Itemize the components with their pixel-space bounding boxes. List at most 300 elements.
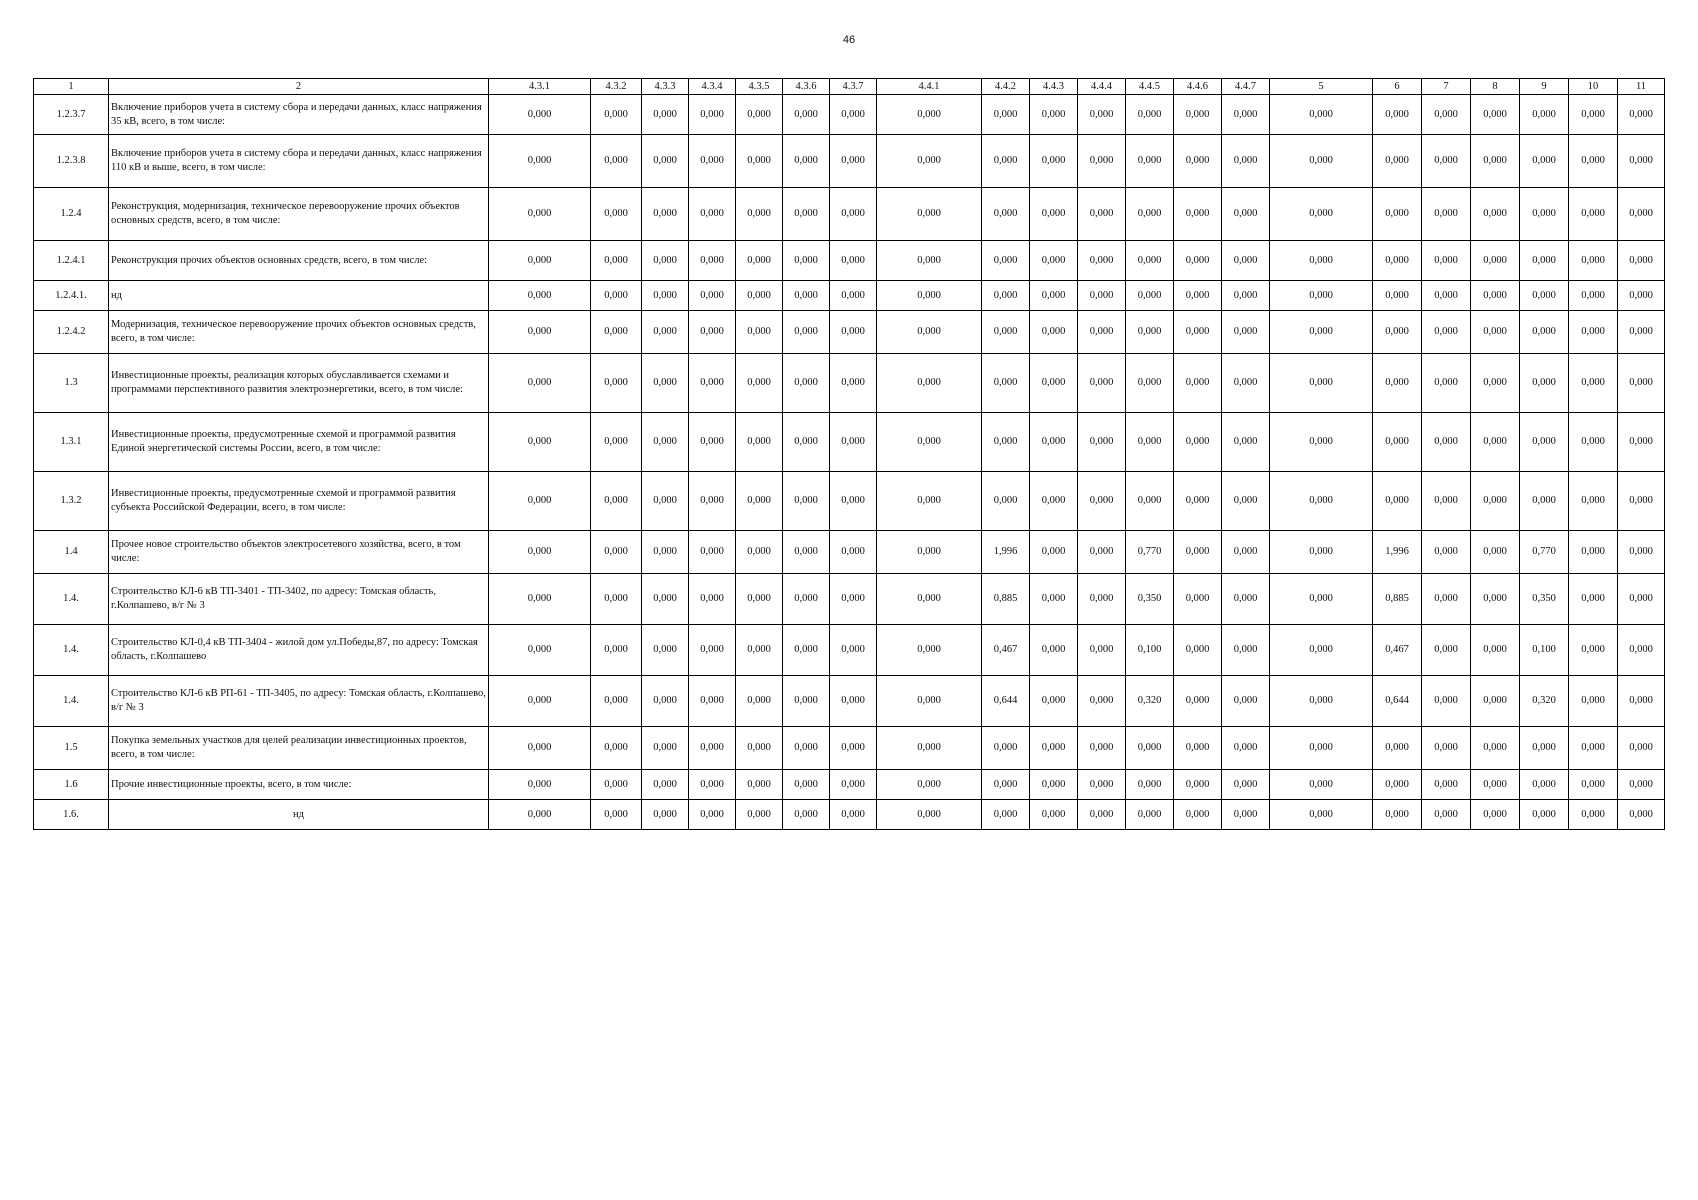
value-cell: 0,000 xyxy=(982,311,1030,354)
row-name: Инвестиционные проекты, предусмотренные схемой и программой развития Единой энергетической системы России, всего, в том числе: xyxy=(109,413,489,472)
value-cell: 0,000 xyxy=(642,311,689,354)
value-cell: 0,000 xyxy=(1270,311,1373,354)
value-cell: 0,000 xyxy=(1471,413,1520,472)
value-cell: 0,000 xyxy=(1520,241,1569,281)
value-cell: 0,000 xyxy=(642,676,689,727)
value-cell: 0,000 xyxy=(736,770,783,800)
value-cell: 0,000 xyxy=(1373,95,1422,135)
value-cell: 0,000 xyxy=(1270,472,1373,531)
value-cell: 0,000 xyxy=(1174,281,1222,311)
value-cell: 0,000 xyxy=(1422,727,1471,770)
value-cell: 0,000 xyxy=(783,727,830,770)
value-cell: 0,000 xyxy=(489,281,591,311)
value-cell: 0,000 xyxy=(489,770,591,800)
value-cell: 0,000 xyxy=(1174,241,1222,281)
value-cell: 0,000 xyxy=(1569,676,1618,727)
value-cell: 0,000 xyxy=(830,95,877,135)
value-cell: 0,000 xyxy=(830,188,877,241)
table-row xyxy=(34,625,1665,676)
value-cell: 0,000 xyxy=(1030,311,1078,354)
value-cell: 0,320 xyxy=(1520,676,1569,727)
value-cell: 0,000 xyxy=(982,281,1030,311)
value-cell: 0,000 xyxy=(783,770,830,800)
value-cell: 0,000 xyxy=(1618,241,1665,281)
value-cell: 0,000 xyxy=(642,625,689,676)
header-row xyxy=(34,79,1665,95)
header-cell: 4.3.2 xyxy=(591,79,642,95)
value-cell: 0,000 xyxy=(642,770,689,800)
value-cell: 0,000 xyxy=(591,770,642,800)
value-cell: 0,000 xyxy=(1270,676,1373,727)
value-cell: 0,000 xyxy=(689,281,736,311)
header-cell: 4.4.3 xyxy=(1030,79,1078,95)
row-name: Инвестиционные проекты, реализация которых обуславливается схемами и программами перспективного развития электроэнергетики, всего, в том числе: xyxy=(109,354,489,413)
value-cell: 0,000 xyxy=(1471,241,1520,281)
value-cell: 0,000 xyxy=(783,188,830,241)
value-cell: 0,000 xyxy=(489,531,591,574)
table-row xyxy=(34,531,1665,574)
value-cell: 0,000 xyxy=(1222,676,1270,727)
value-cell: 0,000 xyxy=(642,135,689,188)
value-cell: 0,000 xyxy=(830,472,877,531)
value-cell: 0,000 xyxy=(1520,800,1569,830)
value-cell: 0,000 xyxy=(689,574,736,625)
value-cell: 0,000 xyxy=(689,188,736,241)
value-cell: 0,000 xyxy=(1078,727,1126,770)
value-cell: 0,000 xyxy=(783,531,830,574)
value-cell: 0,000 xyxy=(1520,95,1569,135)
value-cell: 0,000 xyxy=(1471,281,1520,311)
row-name: Реконструкция, модернизация, техническое перевооружение прочих объектов основных средств, всего, в том числе: xyxy=(109,188,489,241)
value-cell: 0,000 xyxy=(1569,311,1618,354)
value-cell: 0,644 xyxy=(1373,676,1422,727)
value-cell: 0,000 xyxy=(1270,281,1373,311)
value-cell: 0,000 xyxy=(1174,413,1222,472)
value-cell: 0,000 xyxy=(489,625,591,676)
value-cell: 0,000 xyxy=(736,241,783,281)
value-cell: 0,000 xyxy=(1126,800,1174,830)
value-cell: 0,000 xyxy=(591,241,642,281)
value-cell: 0,000 xyxy=(591,800,642,830)
value-cell: 0,000 xyxy=(1270,727,1373,770)
value-cell: 0,000 xyxy=(1422,188,1471,241)
value-cell: 0,644 xyxy=(982,676,1030,727)
value-cell: 0,000 xyxy=(1126,354,1174,413)
value-cell: 0,000 xyxy=(689,770,736,800)
value-cell: 0,000 xyxy=(830,574,877,625)
value-cell: 0,000 xyxy=(783,413,830,472)
value-cell: 0,000 xyxy=(830,311,877,354)
row-code: 1.6. xyxy=(34,800,109,830)
row-code: 1.4 xyxy=(34,531,109,574)
value-cell: 0,000 xyxy=(1270,574,1373,625)
value-cell: 0,000 xyxy=(982,472,1030,531)
value-cell: 0,000 xyxy=(1422,800,1471,830)
value-cell: 0,000 xyxy=(1618,727,1665,770)
row-name: Включение приборов учета в систему сбора и передачи данных, класс напряжения 110 кВ и выше, всего, в том числе: xyxy=(109,135,489,188)
header-cell: 8 xyxy=(1471,79,1520,95)
value-cell: 0,000 xyxy=(591,413,642,472)
header-cell: 4.4.7 xyxy=(1222,79,1270,95)
value-cell: 0,320 xyxy=(1126,676,1174,727)
row-code: 1.4. xyxy=(34,676,109,727)
value-cell: 0,000 xyxy=(1471,625,1520,676)
value-cell: 0,000 xyxy=(1422,676,1471,727)
value-cell: 0,000 xyxy=(689,625,736,676)
value-cell: 0,000 xyxy=(736,135,783,188)
value-cell: 0,000 xyxy=(1569,281,1618,311)
value-cell: 0,467 xyxy=(982,625,1030,676)
value-cell: 0,000 xyxy=(1222,135,1270,188)
value-cell: 0,000 xyxy=(1126,241,1174,281)
value-cell: 0,000 xyxy=(1222,95,1270,135)
value-cell: 0,000 xyxy=(736,413,783,472)
value-cell: 0,000 xyxy=(1030,800,1078,830)
value-cell: 0,000 xyxy=(1471,800,1520,830)
value-cell: 0,000 xyxy=(877,574,982,625)
value-cell: 0,000 xyxy=(1174,354,1222,413)
value-cell: 0,000 xyxy=(1030,770,1078,800)
value-cell: 0,000 xyxy=(1174,625,1222,676)
value-cell: 0,000 xyxy=(1422,770,1471,800)
value-cell: 0,000 xyxy=(1618,281,1665,311)
value-cell: 0,000 xyxy=(1471,95,1520,135)
value-cell: 0,000 xyxy=(1030,281,1078,311)
value-cell: 0,000 xyxy=(642,354,689,413)
value-cell: 0,000 xyxy=(689,727,736,770)
value-cell: 0,000 xyxy=(736,625,783,676)
value-cell: 0,000 xyxy=(1471,354,1520,413)
page-number: 46 xyxy=(842,34,856,46)
value-cell: 0,000 xyxy=(982,800,1030,830)
header-cell: 1 xyxy=(34,79,109,95)
row-code: 1.2.4.1. xyxy=(34,281,109,311)
row-name: Инвестиционные проекты, предусмотренные схемой и программой развития субъекта Российской Федерации, всего, в том числе: xyxy=(109,472,489,531)
value-cell: 0,000 xyxy=(1422,625,1471,676)
value-cell: 0,000 xyxy=(736,574,783,625)
value-cell: 0,000 xyxy=(830,281,877,311)
value-cell: 0,000 xyxy=(1270,241,1373,281)
row-code: 1.3.2 xyxy=(34,472,109,531)
value-cell: 0,000 xyxy=(1373,354,1422,413)
value-cell: 0,000 xyxy=(1126,472,1174,531)
table-row xyxy=(34,676,1665,727)
value-cell: 0,000 xyxy=(1618,625,1665,676)
value-cell: 0,000 xyxy=(830,770,877,800)
header-cell: 7 xyxy=(1422,79,1471,95)
value-cell: 0,000 xyxy=(1520,354,1569,413)
row-name: Строительство КЛ-0,4 кВ ТП-3404 - жилой дом ул.Победы,87, по адресу: Томская область, г.Колпашево xyxy=(109,625,489,676)
value-cell: 0,000 xyxy=(877,770,982,800)
value-cell: 0,000 xyxy=(1569,531,1618,574)
value-cell: 0,000 xyxy=(877,354,982,413)
value-cell: 0,000 xyxy=(591,625,642,676)
header-cell: 4.3.6 xyxy=(783,79,830,95)
value-cell: 0,000 xyxy=(1471,311,1520,354)
value-cell: 0,000 xyxy=(1422,281,1471,311)
row-code: 1.4. xyxy=(34,574,109,625)
value-cell: 0,000 xyxy=(1569,135,1618,188)
value-cell: 0,000 xyxy=(1174,727,1222,770)
value-cell: 0,000 xyxy=(1030,727,1078,770)
value-cell: 0,000 xyxy=(783,241,830,281)
value-cell: 0,000 xyxy=(489,135,591,188)
value-cell: 0,000 xyxy=(489,241,591,281)
value-cell: 0,000 xyxy=(642,574,689,625)
value-cell: 0,000 xyxy=(642,281,689,311)
value-cell: 0,000 xyxy=(877,676,982,727)
value-cell: 0,000 xyxy=(1174,188,1222,241)
value-cell: 0,000 xyxy=(1618,676,1665,727)
table-row xyxy=(34,413,1665,472)
row-name: нд xyxy=(109,800,489,830)
value-cell: 0,000 xyxy=(877,800,982,830)
value-cell: 0,000 xyxy=(877,135,982,188)
value-cell: 0,000 xyxy=(1222,354,1270,413)
value-cell: 0,000 xyxy=(591,135,642,188)
value-cell: 0,000 xyxy=(1030,413,1078,472)
row-name: Включение приборов учета в систему сбора и передачи данных, класс напряжения 35 кВ, всего, в том числе: xyxy=(109,95,489,135)
value-cell: 0,000 xyxy=(489,800,591,830)
value-cell: 0,000 xyxy=(1030,95,1078,135)
row-code: 1.5 xyxy=(34,727,109,770)
row-code: 1.2.4.2 xyxy=(34,311,109,354)
value-cell: 0,000 xyxy=(1078,281,1126,311)
value-cell: 0,000 xyxy=(591,472,642,531)
table-row xyxy=(34,95,1665,135)
value-cell: 0,000 xyxy=(1078,574,1126,625)
value-cell: 0,000 xyxy=(1520,413,1569,472)
table-row xyxy=(34,472,1665,531)
row-code: 1.3 xyxy=(34,354,109,413)
value-cell: 0,000 xyxy=(1373,413,1422,472)
value-cell: 0,000 xyxy=(1520,311,1569,354)
value-cell: 0,000 xyxy=(1422,531,1471,574)
value-cell: 0,000 xyxy=(689,676,736,727)
value-cell: 0,000 xyxy=(1471,135,1520,188)
value-cell: 0,000 xyxy=(982,727,1030,770)
value-cell: 0,000 xyxy=(736,531,783,574)
value-cell: 0,000 xyxy=(591,354,642,413)
value-cell: 0,000 xyxy=(783,625,830,676)
value-cell: 0,000 xyxy=(783,800,830,830)
value-cell: 0,000 xyxy=(1222,531,1270,574)
header-cell: 4.4.6 xyxy=(1174,79,1222,95)
header-cell: 4.3.3 xyxy=(642,79,689,95)
value-cell: 0,000 xyxy=(1222,311,1270,354)
value-cell: 0,000 xyxy=(830,676,877,727)
value-cell: 0,000 xyxy=(877,727,982,770)
value-cell: 0,000 xyxy=(1618,531,1665,574)
value-cell: 0,000 xyxy=(1618,188,1665,241)
value-cell: 0,000 xyxy=(1222,574,1270,625)
value-cell: 0,000 xyxy=(783,281,830,311)
value-cell: 0,000 xyxy=(642,727,689,770)
value-cell: 0,000 xyxy=(1126,770,1174,800)
value-cell: 0,000 xyxy=(1174,135,1222,188)
header-cell: 4.3.1 xyxy=(489,79,591,95)
value-cell: 0,000 xyxy=(1422,95,1471,135)
value-cell: 0,000 xyxy=(1078,188,1126,241)
row-name: Строительство КЛ-6 кВ РП-61 - ТП-3405, по адресу: Томская область, г.Колпашево, в/г № 3 xyxy=(109,676,489,727)
value-cell: 0,000 xyxy=(1520,135,1569,188)
value-cell: 0,000 xyxy=(783,354,830,413)
value-cell: 0,000 xyxy=(1222,625,1270,676)
value-cell: 0,000 xyxy=(1270,800,1373,830)
value-cell: 0,000 xyxy=(591,95,642,135)
value-cell: 0,000 xyxy=(1270,188,1373,241)
value-cell: 0,000 xyxy=(982,354,1030,413)
value-cell: 0,000 xyxy=(1373,281,1422,311)
table-row xyxy=(34,770,1665,800)
header-cell: 5 xyxy=(1270,79,1373,95)
value-cell: 0,000 xyxy=(642,472,689,531)
value-cell: 0,000 xyxy=(830,413,877,472)
value-cell: 0,000 xyxy=(783,135,830,188)
value-cell: 0,000 xyxy=(689,135,736,188)
value-cell: 0,000 xyxy=(1078,311,1126,354)
table-body xyxy=(34,95,1665,830)
value-cell: 0,000 xyxy=(489,311,591,354)
value-cell: 0,000 xyxy=(877,241,982,281)
value-cell: 0,000 xyxy=(1471,676,1520,727)
value-cell: 0,000 xyxy=(1174,95,1222,135)
value-cell: 0,000 xyxy=(1569,770,1618,800)
value-cell: 0,000 xyxy=(1618,311,1665,354)
value-cell: 0,000 xyxy=(783,95,830,135)
value-cell: 0,000 xyxy=(489,574,591,625)
value-cell: 0,000 xyxy=(1569,241,1618,281)
value-cell: 0,000 xyxy=(1422,241,1471,281)
row-name: Прочие инвестиционные проекты, всего, в том числе: xyxy=(109,770,489,800)
header-cell: 10 xyxy=(1569,79,1618,95)
value-cell: 0,000 xyxy=(1030,574,1078,625)
value-cell: 0,000 xyxy=(642,800,689,830)
value-cell: 0,000 xyxy=(1078,472,1126,531)
value-cell: 0,000 xyxy=(1270,354,1373,413)
value-cell: 0,000 xyxy=(689,354,736,413)
value-cell: 0,000 xyxy=(830,625,877,676)
value-cell: 0,000 xyxy=(877,95,982,135)
row-name: Прочее новое строительство объектов электросетевого хозяйства, всего, в том числе: xyxy=(109,531,489,574)
value-cell: 0,000 xyxy=(1030,241,1078,281)
value-cell: 0,000 xyxy=(591,727,642,770)
value-cell: 0,000 xyxy=(591,531,642,574)
value-cell: 0,000 xyxy=(489,676,591,727)
value-cell: 0,000 xyxy=(1078,625,1126,676)
value-cell: 0,000 xyxy=(591,311,642,354)
row-name: Покупка земельных участков для целей реализации инвестиционных проектов, всего, в том числе: xyxy=(109,727,489,770)
value-cell: 0,000 xyxy=(1174,531,1222,574)
value-cell: 0,000 xyxy=(1270,625,1373,676)
table-row xyxy=(34,354,1665,413)
table-row xyxy=(34,574,1665,625)
value-cell: 0,000 xyxy=(1471,531,1520,574)
table-row xyxy=(34,311,1665,354)
value-cell: 0,000 xyxy=(1030,472,1078,531)
header-cell: 4.4.4 xyxy=(1078,79,1126,95)
value-cell: 0,000 xyxy=(1618,413,1665,472)
value-cell: 0,000 xyxy=(1520,472,1569,531)
value-cell: 0,350 xyxy=(1520,574,1569,625)
value-cell: 0,000 xyxy=(1373,311,1422,354)
header-cell: 4.4.5 xyxy=(1126,79,1174,95)
value-cell: 0,000 xyxy=(689,95,736,135)
value-cell: 0,000 xyxy=(1618,472,1665,531)
value-cell: 0,000 xyxy=(783,472,830,531)
investment-program-table xyxy=(33,78,1665,830)
header-cell: 4.4.2 xyxy=(982,79,1030,95)
value-cell: 0,000 xyxy=(830,531,877,574)
header-cell: 4.3.4 xyxy=(689,79,736,95)
value-cell: 0,000 xyxy=(1222,188,1270,241)
value-cell: 0,000 xyxy=(1373,800,1422,830)
table-row xyxy=(34,727,1665,770)
value-cell: 0,000 xyxy=(783,311,830,354)
value-cell: 0,000 xyxy=(783,676,830,727)
value-cell: 0,000 xyxy=(1520,727,1569,770)
value-cell: 0,000 xyxy=(736,95,783,135)
value-cell: 0,000 xyxy=(736,281,783,311)
value-cell: 0,000 xyxy=(1078,241,1126,281)
value-cell: 0,000 xyxy=(783,574,830,625)
value-cell: 0,350 xyxy=(1126,574,1174,625)
value-cell: 0,000 xyxy=(591,281,642,311)
value-cell: 0,000 xyxy=(1471,727,1520,770)
value-cell: 0,000 xyxy=(1373,188,1422,241)
header-cell: 4.4.1 xyxy=(877,79,982,95)
value-cell: 0,000 xyxy=(1618,800,1665,830)
value-cell: 0,000 xyxy=(1569,413,1618,472)
value-cell: 0,000 xyxy=(591,676,642,727)
value-cell: 0,000 xyxy=(689,311,736,354)
value-cell: 0,000 xyxy=(1569,472,1618,531)
value-cell: 0,000 xyxy=(736,472,783,531)
row-name: Модернизация, техническое перевооружение прочих объектов основных средств, всего, в том числе: xyxy=(109,311,489,354)
value-cell: 0,000 xyxy=(1569,625,1618,676)
value-cell: 0,467 xyxy=(1373,625,1422,676)
value-cell: 0,000 xyxy=(1618,574,1665,625)
value-cell: 0,000 xyxy=(642,413,689,472)
value-cell: 0,000 xyxy=(1126,281,1174,311)
value-cell: 0,000 xyxy=(736,354,783,413)
value-cell: 0,000 xyxy=(1569,800,1618,830)
value-cell: 0,000 xyxy=(736,800,783,830)
value-cell: 0,000 xyxy=(1030,135,1078,188)
value-cell: 0,000 xyxy=(982,413,1030,472)
value-cell: 0,000 xyxy=(736,311,783,354)
value-cell: 0,000 xyxy=(982,241,1030,281)
value-cell: 0,000 xyxy=(689,413,736,472)
value-cell: 0,000 xyxy=(830,135,877,188)
value-cell: 0,100 xyxy=(1520,625,1569,676)
value-cell: 0,000 xyxy=(1422,311,1471,354)
value-cell: 0,000 xyxy=(1174,676,1222,727)
value-cell: 0,000 xyxy=(1520,281,1569,311)
value-cell: 0,000 xyxy=(489,95,591,135)
value-cell: 0,000 xyxy=(877,413,982,472)
value-cell: 0,000 xyxy=(1471,472,1520,531)
value-cell: 0,000 xyxy=(830,241,877,281)
value-cell: 0,000 xyxy=(689,472,736,531)
value-cell: 0,000 xyxy=(1270,135,1373,188)
value-cell: 0,000 xyxy=(1126,311,1174,354)
value-cell: 0,000 xyxy=(1126,727,1174,770)
value-cell: 0,000 xyxy=(1222,727,1270,770)
value-cell: 0,100 xyxy=(1126,625,1174,676)
value-cell: 0,000 xyxy=(689,241,736,281)
row-code: 1.2.4.1 xyxy=(34,241,109,281)
